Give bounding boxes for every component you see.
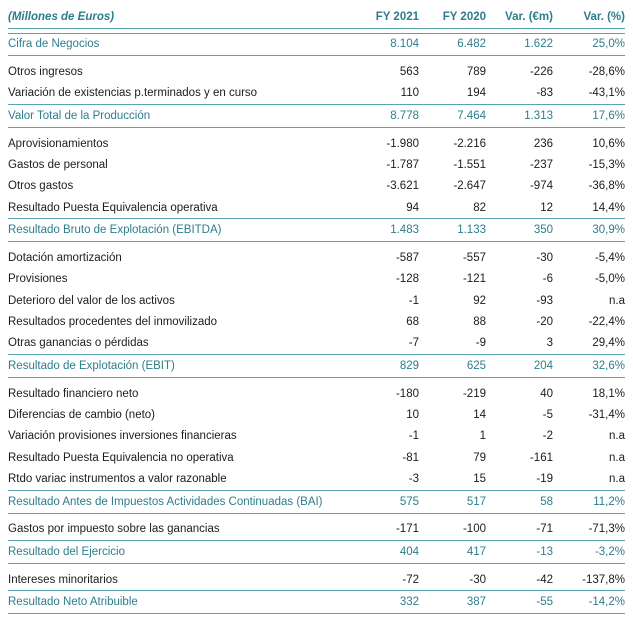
value-fy2020: 387 [466,596,486,609]
subtotal-row [8,540,625,564]
value-var-pct: -137,8% [582,573,625,586]
value-fy2021: -587 [395,251,419,264]
table-row [8,83,625,104]
value-var-pct: 25,0% [592,38,625,51]
table-row [8,469,625,490]
value-var-eur: -19 [536,473,553,486]
row-label: Intereses minoritarios [8,573,118,586]
value-fy2021: 829 [399,360,419,373]
value-fy2020: -557 [462,251,486,264]
value-fy2020: 92 [473,294,486,307]
value-var-eur: 1.313 [524,109,553,122]
value-var-pct: 29,4% [592,337,625,350]
value-var-pct: -71,3% [588,523,625,536]
value-var-pct: -5,0% [594,273,625,286]
row-label: Otras ganancias o pérdidas [8,337,149,350]
value-fy2020: -2.216 [453,137,486,150]
value-var-pct: 18,1% [592,387,625,400]
value-var-pct: -22,4% [588,316,625,329]
row-label: Resultado del Ejercicio [8,546,125,559]
value-var-eur: 1.622 [524,38,553,51]
table-row [8,447,625,468]
subtotal-row [8,354,625,378]
table-row [8,383,625,404]
value-fy2020: -1.551 [453,158,486,171]
row-label: Gastos por impuesto sobre las ganancias [8,523,220,536]
value-fy2020: -9 [475,337,486,350]
row-label: Valor Total de la Producción [8,109,151,122]
value-fy2021: 110 [400,87,419,100]
value-var-eur: -71 [536,523,553,536]
value-fy2020: 82 [473,201,486,214]
value-fy2020: 789 [466,65,486,78]
table-row [8,154,625,175]
value-fy2021: -3.621 [386,180,419,193]
value-fy2021: -1.787 [386,158,419,171]
value-fy2020: 625 [466,360,486,373]
value-fy2020: 6.482 [457,38,486,51]
value-fy2021: 575 [399,495,419,508]
value-fy2020: 79 [473,451,486,464]
value-var-pct: 30,9% [592,224,625,237]
value-var-pct: n.a [609,430,625,443]
value-fy2020: 1.133 [457,224,486,237]
row-label: Variación de existencias p.terminados y en curso [8,87,258,100]
value-fy2021: -1 [408,294,419,307]
table-row [8,269,625,290]
value-fy2021: 332 [399,596,419,609]
table-row [8,247,625,268]
row-label: Cifra de Negocios [8,38,100,51]
row-label: Aprovisionamientos [8,137,109,150]
value-fy2021: -1.980 [386,137,419,150]
value-fy2020: 7.464 [457,109,486,122]
column-header-fy2020: FY 2020 [442,10,486,23]
value-var-eur: -2 [542,430,553,443]
value-var-pct: -43,1% [588,87,625,100]
value-fy2020: -30 [469,573,486,586]
table-row [8,133,625,154]
value-fy2020: 88 [473,316,486,329]
value-var-pct: -36,8% [588,180,625,193]
value-var-pct: 14,4% [592,201,625,214]
value-fy2020: -2.647 [453,180,486,193]
value-fy2021: -180 [395,387,419,400]
value-fy2021: 563 [399,65,419,78]
row-label: Otros gastos [8,180,74,193]
table-row [8,176,625,197]
value-fy2020: 15 [473,473,486,486]
subtotal-row [8,490,625,514]
value-var-eur: -226 [529,65,553,78]
row-label: Resultado de Explotación (EBIT) [8,360,175,373]
value-var-eur: 350 [533,224,553,237]
value-var-eur: -13 [536,546,553,559]
units-label: (Millones de Euros) [8,10,115,23]
value-fy2021: 68 [406,316,419,329]
row-label: Resultado financiero neto [8,387,139,400]
value-var-eur: 204 [533,360,553,373]
value-fy2020: 1 [479,430,486,443]
value-var-eur: 58 [540,495,553,508]
row-label: Variación provisiones inversiones financieras [8,430,237,443]
row-label: Provisiones [8,273,68,286]
value-var-eur: 12 [540,201,553,214]
subtotal-row [8,104,625,128]
column-header-var-eur: Var. (€m) [505,10,553,23]
subtotal-row [8,33,625,57]
table-row [8,290,625,311]
value-var-pct: n.a [609,451,625,464]
value-var-eur: -5 [542,409,553,422]
column-header-fy2021: FY 2021 [375,10,419,23]
row-label: Resultado Antes de Impuestos Actividades Continuadas (BAI) [8,495,323,508]
value-fy2021: -171 [395,523,419,536]
value-var-eur: -6 [542,273,553,286]
value-fy2020: -121 [462,273,486,286]
value-var-eur: -20 [536,316,553,329]
row-label: Resultados procedentes del inmovilizado [8,316,218,329]
table-body [8,33,625,615]
column-header-var-pct: Var. (%) [583,10,625,23]
table-row [8,569,625,590]
value-fy2020: -100 [462,523,486,536]
table-row [8,404,625,425]
value-fy2021: 8.104 [390,38,419,51]
value-var-pct: 10,6% [592,137,625,150]
value-var-pct: -3,2% [594,546,625,559]
table-row [8,333,625,354]
value-fy2021: -1 [408,430,419,443]
table-row [8,426,625,447]
value-fy2020: -219 [462,387,486,400]
value-var-pct: -28,6% [588,65,625,78]
value-fy2021: 1.483 [390,224,419,237]
value-var-eur: 3 [546,337,553,350]
value-var-eur: -30 [536,251,553,264]
row-label: Deterioro del valor de los activos [8,294,175,307]
subtotal-row [8,590,625,614]
table-row [8,197,625,218]
row-label: Dotación amortización [8,251,122,264]
table-row [8,61,625,82]
table-header-row [8,5,625,29]
row-label: Otros ingresos [8,65,83,78]
value-fy2020: 194 [466,87,486,100]
value-var-pct: n.a [609,294,625,307]
value-fy2021: -7 [408,337,419,350]
value-var-eur: -55 [536,596,553,609]
value-var-eur: 236 [533,137,553,150]
row-label: Diferencias de cambio (neto) [8,409,156,422]
row-label: Resultado Bruto de Explotación (EBITDA) [8,224,222,237]
value-fy2021: 94 [406,201,419,214]
row-label: Rtdo variac instrumentos a valor razonable [8,473,227,486]
row-label: Resultado Neto Atribuible [8,596,138,609]
value-fy2021: 10 [406,409,419,422]
value-var-pct: -31,4% [588,409,625,422]
value-var-eur: -237 [529,158,553,171]
value-var-eur: -83 [536,87,553,100]
value-var-pct: -15,3% [588,158,625,171]
value-var-pct: n.a [609,473,625,486]
value-var-pct: 32,6% [592,360,625,373]
value-var-eur: 40 [540,387,553,400]
table-row [8,311,625,332]
row-label: Resultado Puesta Equivalencia no operativa [8,451,234,464]
value-fy2020: 14 [473,409,486,422]
value-fy2021: -72 [402,573,419,586]
subtotal-row [8,218,625,242]
value-fy2020: 517 [466,495,486,508]
row-label: Gastos de personal [8,158,108,171]
value-var-eur: -93 [536,294,553,307]
value-fy2021: -3 [408,473,419,486]
value-fy2021: 404 [399,546,419,559]
row-label: Resultado Puesta Equivalencia operativa [8,201,218,214]
value-fy2021: -81 [402,451,419,464]
value-var-eur: -974 [529,180,553,193]
value-var-eur: -42 [536,573,553,586]
value-var-pct: 17,6% [592,109,625,122]
value-fy2021: 8.778 [390,109,419,122]
value-fy2021: -128 [395,273,419,286]
value-fy2020: 417 [466,546,486,559]
value-var-eur: -161 [529,451,553,464]
value-var-pct: -5,4% [594,251,625,264]
value-var-pct: -14,2% [588,596,625,609]
value-var-pct: 11,2% [593,495,625,508]
table-row [8,519,625,540]
